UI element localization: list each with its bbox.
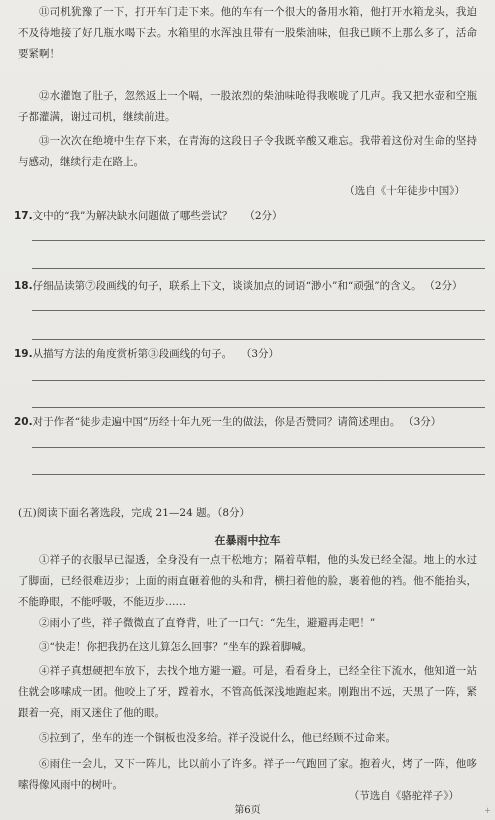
- answer-line[interactable]: [32, 447, 485, 448]
- question-17-text: 文中的“我”为解决缺水问题做了哪些尝试？: [32, 210, 233, 222]
- answer-line[interactable]: [32, 268, 485, 269]
- question-18: [14, 278, 477, 294]
- question-20-number: 20.: [14, 416, 33, 428]
- question-18-number: 18.: [14, 280, 33, 292]
- answer-line[interactable]: [32, 310, 485, 311]
- answer-line[interactable]: [32, 380, 485, 381]
- section-5-header: (五)阅读下面名著选段，完成 21—24 题。（8分）: [18, 507, 251, 519]
- passage-2-paragraph-1: [0, 550, 495, 613]
- question-19-score: （3分）: [246, 348, 280, 360]
- answer-line[interactable]: [32, 474, 485, 475]
- passage-2-paragraph-1-text: ①祥子的衣服早已湿透，全身没有一点干松地方；隔着草帽，他的头发已经全湿。地上的水过了脚面，已经很难迈步；上面的雨直砸着他的头和背，横扫着他的脸，裹着他的裆。他不能抬头，不能睁眼，不能呼吸，不能迈步……: [18, 554, 477, 608]
- paragraph-11: [0, 2, 495, 65]
- question-18-text: 仔细品读第⑦段画线的句子，联系上下文，谈谈加点的词语“渺小”和“顽强”的含义。: [32, 280, 422, 292]
- paragraph-13: [0, 131, 495, 173]
- passage-2-paragraph-4: [0, 661, 495, 724]
- paragraph-12-text: ⑫水灌饱了肚子，忽然返上一个嗝，一股浓烈的柴油味呛得我喉咙了几声。我又把水壶和空瓶子都灌满，谢过司机，继续前进。: [18, 90, 477, 123]
- question-20: [14, 414, 477, 430]
- question-19: [14, 346, 477, 362]
- passage-2-paragraph-5-text: ⑤拉到了，坐车的连一个铜板也没多给。祥子没说什么，他已经顾不过命来。: [39, 732, 396, 744]
- passage-2-paragraph-3-text: ③“快走！你把我扔在这儿算怎么回事？”坐车的跺着脚喊。: [39, 641, 313, 653]
- page-number: 第6页: [234, 805, 261, 816]
- question-17-score: （2分）: [244, 210, 283, 222]
- answer-line[interactable]: [32, 407, 485, 408]
- passage-2-paragraph-4-text: ④祥子真想硬把车放下，去找个地方避一避。可是，看看身上，已经全往下流水，他知道一站住就会哆嗦成一团。他咬上了牙，蹚着水，不管高低深浅地跑起来。刚跑出不远，天黑了一阵，紧跟着一亮，雨又迷住了他的眼。: [18, 665, 477, 719]
- passage-2-paragraph-6-text: ⑥雨住一会儿，又下一阵儿，比以前小了许多。祥子一气跑回了家。抱着火，烤了一阵，他哆嗦得像风雨中的树叶。: [18, 758, 477, 791]
- passage-2-paragraph-2-text: ②雨小了些，祥子微微直了直脊背，吐了一口气：“先生，避避再走吧！”: [39, 617, 376, 629]
- question-19-number: 19.: [14, 348, 33, 360]
- paragraph-13-text: ⑬一次次在绝境中生存下来，在青海的这段日子令我既辛酸又难忘。我带着这份对生命的坚持与感动，继续行走在路上。: [18, 135, 477, 168]
- answer-line[interactable]: [32, 240, 485, 241]
- passage-2-paragraph-2: [0, 613, 495, 634]
- passage-2-paragraph-5: [0, 728, 495, 749]
- passage-title: 在暴雨中拉车: [214, 534, 281, 547]
- paragraph-12: [0, 86, 495, 128]
- source-citation-2: （节选自《骆驼祥子》）: [348, 790, 459, 802]
- question-19-text: 从描写方法的角度赏析第③段画线的句子。: [32, 348, 233, 360]
- question-20-score: （3分）: [408, 416, 442, 428]
- answer-line[interactable]: [32, 339, 485, 340]
- question-17-number: 17.: [14, 210, 33, 222]
- question-18-score: （2分）: [429, 280, 463, 292]
- corner-mark: +: [484, 806, 491, 815]
- passage-2-paragraph-3: [0, 637, 495, 658]
- question-20-text: 对于作者“徒步走遍中国”历经十年九死一生的做法，你是否赞同？请简述理由。: [32, 416, 401, 428]
- source-citation-1: （选自《十年徒步中国》）: [344, 185, 465, 197]
- question-17: [14, 208, 477, 224]
- paragraph-11-text: ⑪司机犹豫了一下，打开车门走下来。他的车有一个很大的备用水箱，他打开水箱龙头，我迫不及待地接了好几瓶水喝下去。水箱里的水浑浊且带有一股柴油味，但我已顾不上那么多了，活命要紧啊！: [18, 6, 477, 60]
